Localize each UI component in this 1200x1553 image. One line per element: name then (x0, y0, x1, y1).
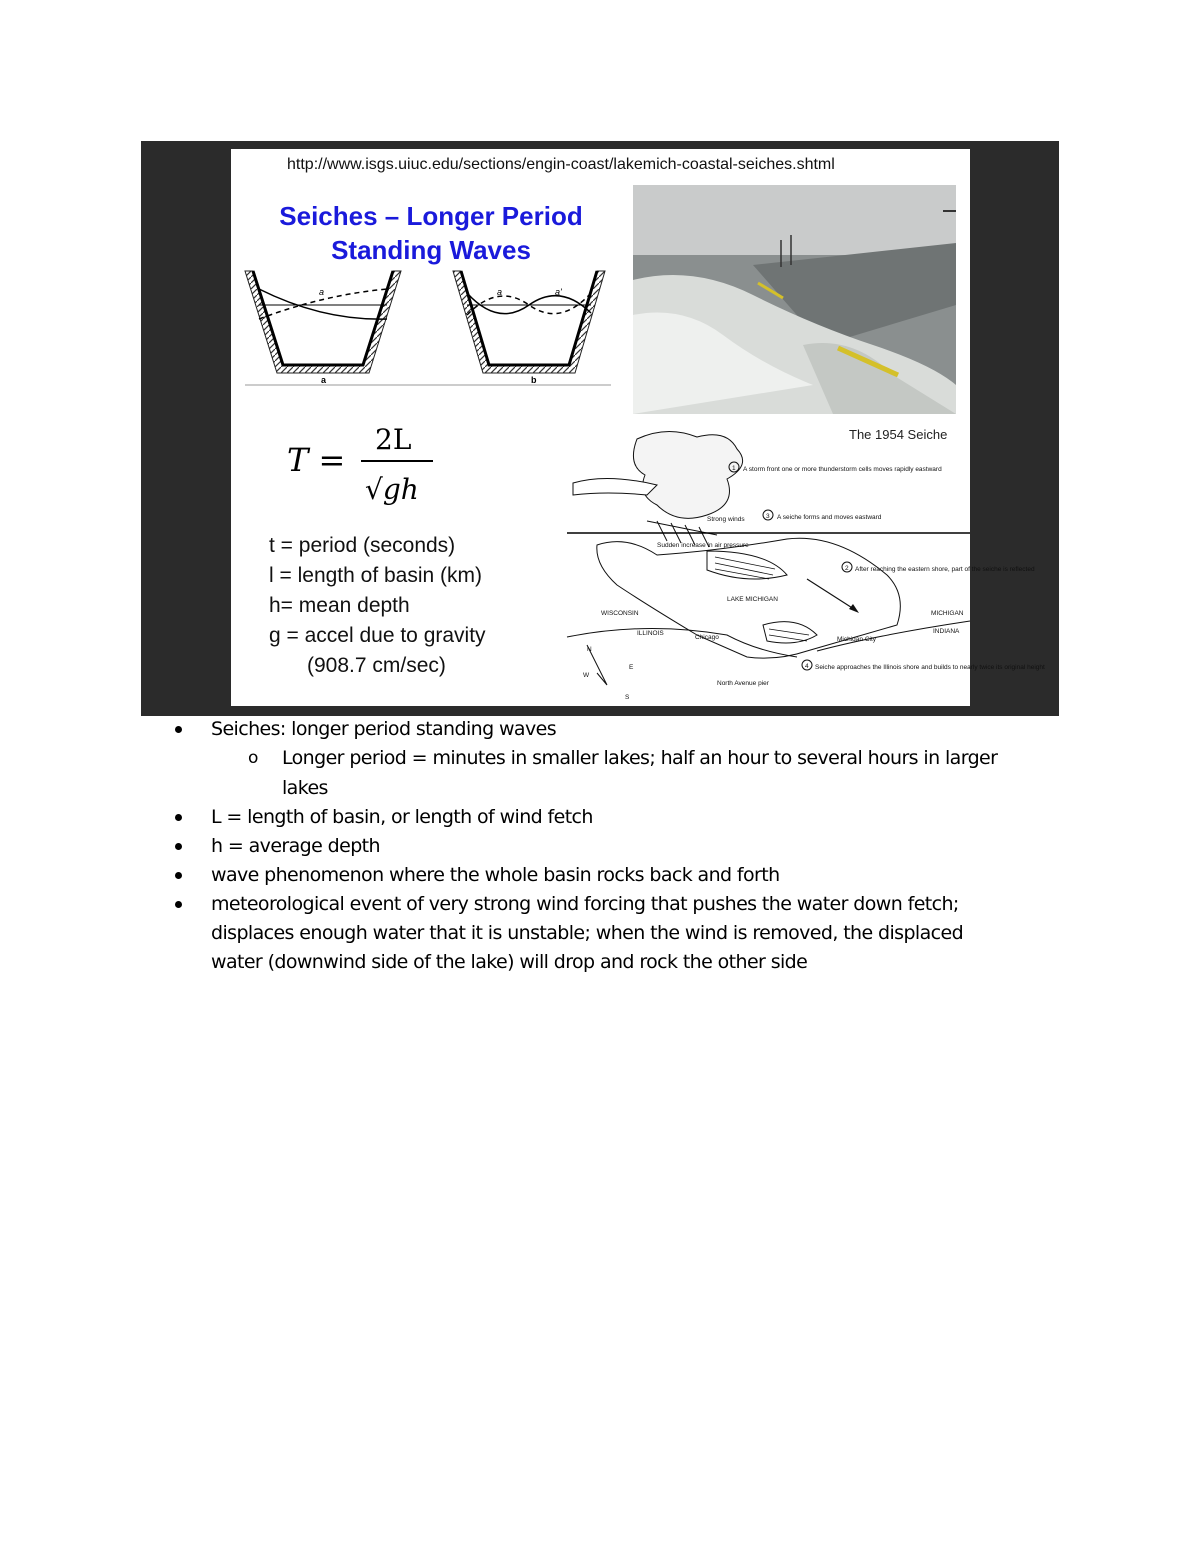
slide-frame (141, 141, 1059, 716)
svg-text:E: E (629, 664, 634, 671)
svg-text:WISCONSIN: WISCONSIN (601, 610, 639, 617)
basin-standing-wave-diagram (245, 265, 611, 387)
def-g: g = accel due to gravity (269, 624, 486, 647)
svg-text:Michigan City: Michigan City (837, 636, 877, 643)
svg-text:S: S (625, 694, 630, 701)
note-bullet-5-line2: displaces enough water that it is unstable; when the wind is removed, the displaced (211, 922, 964, 944)
svg-text:LAKE MICHIGAN: LAKE MICHIGAN (727, 596, 778, 603)
map-title: The 1954 Seiche (849, 427, 948, 442)
def-h: h= mean depth (269, 594, 410, 617)
note-bullet-5-line3: water (downwind side of the lake) will drop and rock the other side (211, 951, 808, 973)
svg-text:INDIANA: INDIANA (933, 628, 960, 635)
svg-text:T =: T = (287, 441, 346, 479)
svg-text:2: 2 (845, 565, 849, 572)
svg-text:MICHIGAN: MICHIGAN (931, 610, 964, 617)
bullet-dot (175, 843, 182, 850)
storm-pier-photo (633, 185, 956, 414)
svg-text:After reaching the eastern sho: After reaching the eastern shore, part of the seiche is reflected (855, 566, 1035, 573)
svg-text:W: W (583, 672, 590, 679)
seiche-1954-map (567, 425, 1045, 707)
note-bullet-3: h = average depth (211, 835, 380, 857)
note-bullet-4: wave phenomenon where the whole basin rocks back and forth (211, 864, 780, 886)
bullet-dot (175, 814, 182, 821)
bullet-dot (175, 726, 182, 733)
svg-text:√gh: √gh (365, 473, 419, 506)
note-sub-1-line1: Longer period = minutes in smaller lakes; half an hour to several hours in larger (282, 747, 998, 769)
slide-title-line1: Seiches – Longer Period (279, 201, 583, 231)
def-t: t = period (seconds) (269, 534, 456, 557)
note-bullet-2: L = length of basin, or length of wind fetch (211, 806, 593, 828)
svg-text:Strong winds: Strong winds (707, 516, 745, 523)
slide-title-line2: Standing Waves (331, 235, 531, 265)
def-g-value: (908.7 cm/sec) (307, 654, 446, 677)
bullet-dot (175, 872, 182, 879)
svg-text:Sudden increase in air pressur: Sudden increase in air pressure (657, 542, 749, 549)
svg-text:a: a (321, 375, 327, 385)
svg-text:b: b (531, 375, 537, 385)
svg-text:North Avenue pier: North Avenue pier (717, 680, 769, 687)
svg-text:Chicago: Chicago (695, 634, 719, 641)
svg-text:2L: 2L (375, 423, 412, 456)
note-bullet-1: Seiches: longer period standing waves (211, 718, 556, 740)
svg-text:A storm front one or more thun: A storm front one or more thunderstorm cells moves rapidly eastward (743, 466, 942, 473)
source-url: http://www.isgs.uiuc.edu/sections/engin-coast/lakemich-coastal-seiches.shtml (287, 156, 835, 173)
svg-text:a': a' (555, 287, 562, 297)
svg-text:N: N (587, 646, 592, 653)
bullet-dot (175, 901, 182, 908)
basin-a (245, 271, 401, 385)
basin-b (453, 271, 605, 385)
svg-text:Seiche approaches the Illinois: Seiche approaches the Illinois shore and builds to nearly twice its original height (815, 664, 1045, 671)
svg-text:1: 1 (732, 465, 736, 472)
period-formula (287, 419, 447, 509)
svg-text:3: 3 (766, 513, 770, 520)
svg-text:ILLINOIS: ILLINOIS (637, 630, 664, 637)
sub-bullet-marker: o (248, 748, 259, 768)
svg-text:a: a (319, 287, 325, 297)
note-sub-1-line2: lakes (282, 777, 328, 799)
svg-text:a: a (497, 287, 503, 297)
embedded-slide-image (231, 149, 1045, 706)
svg-text:A seiche forms and moves eastw: A seiche forms and moves eastward (777, 514, 882, 521)
note-bullet-5-line1: meteorological event of very strong wind forcing that pushes the water down fetch; (211, 893, 959, 915)
svg-text:4: 4 (805, 663, 809, 670)
slide-title (251, 199, 611, 267)
def-l: l = length of basin (km) (269, 564, 483, 587)
variable-definitions (269, 531, 486, 681)
